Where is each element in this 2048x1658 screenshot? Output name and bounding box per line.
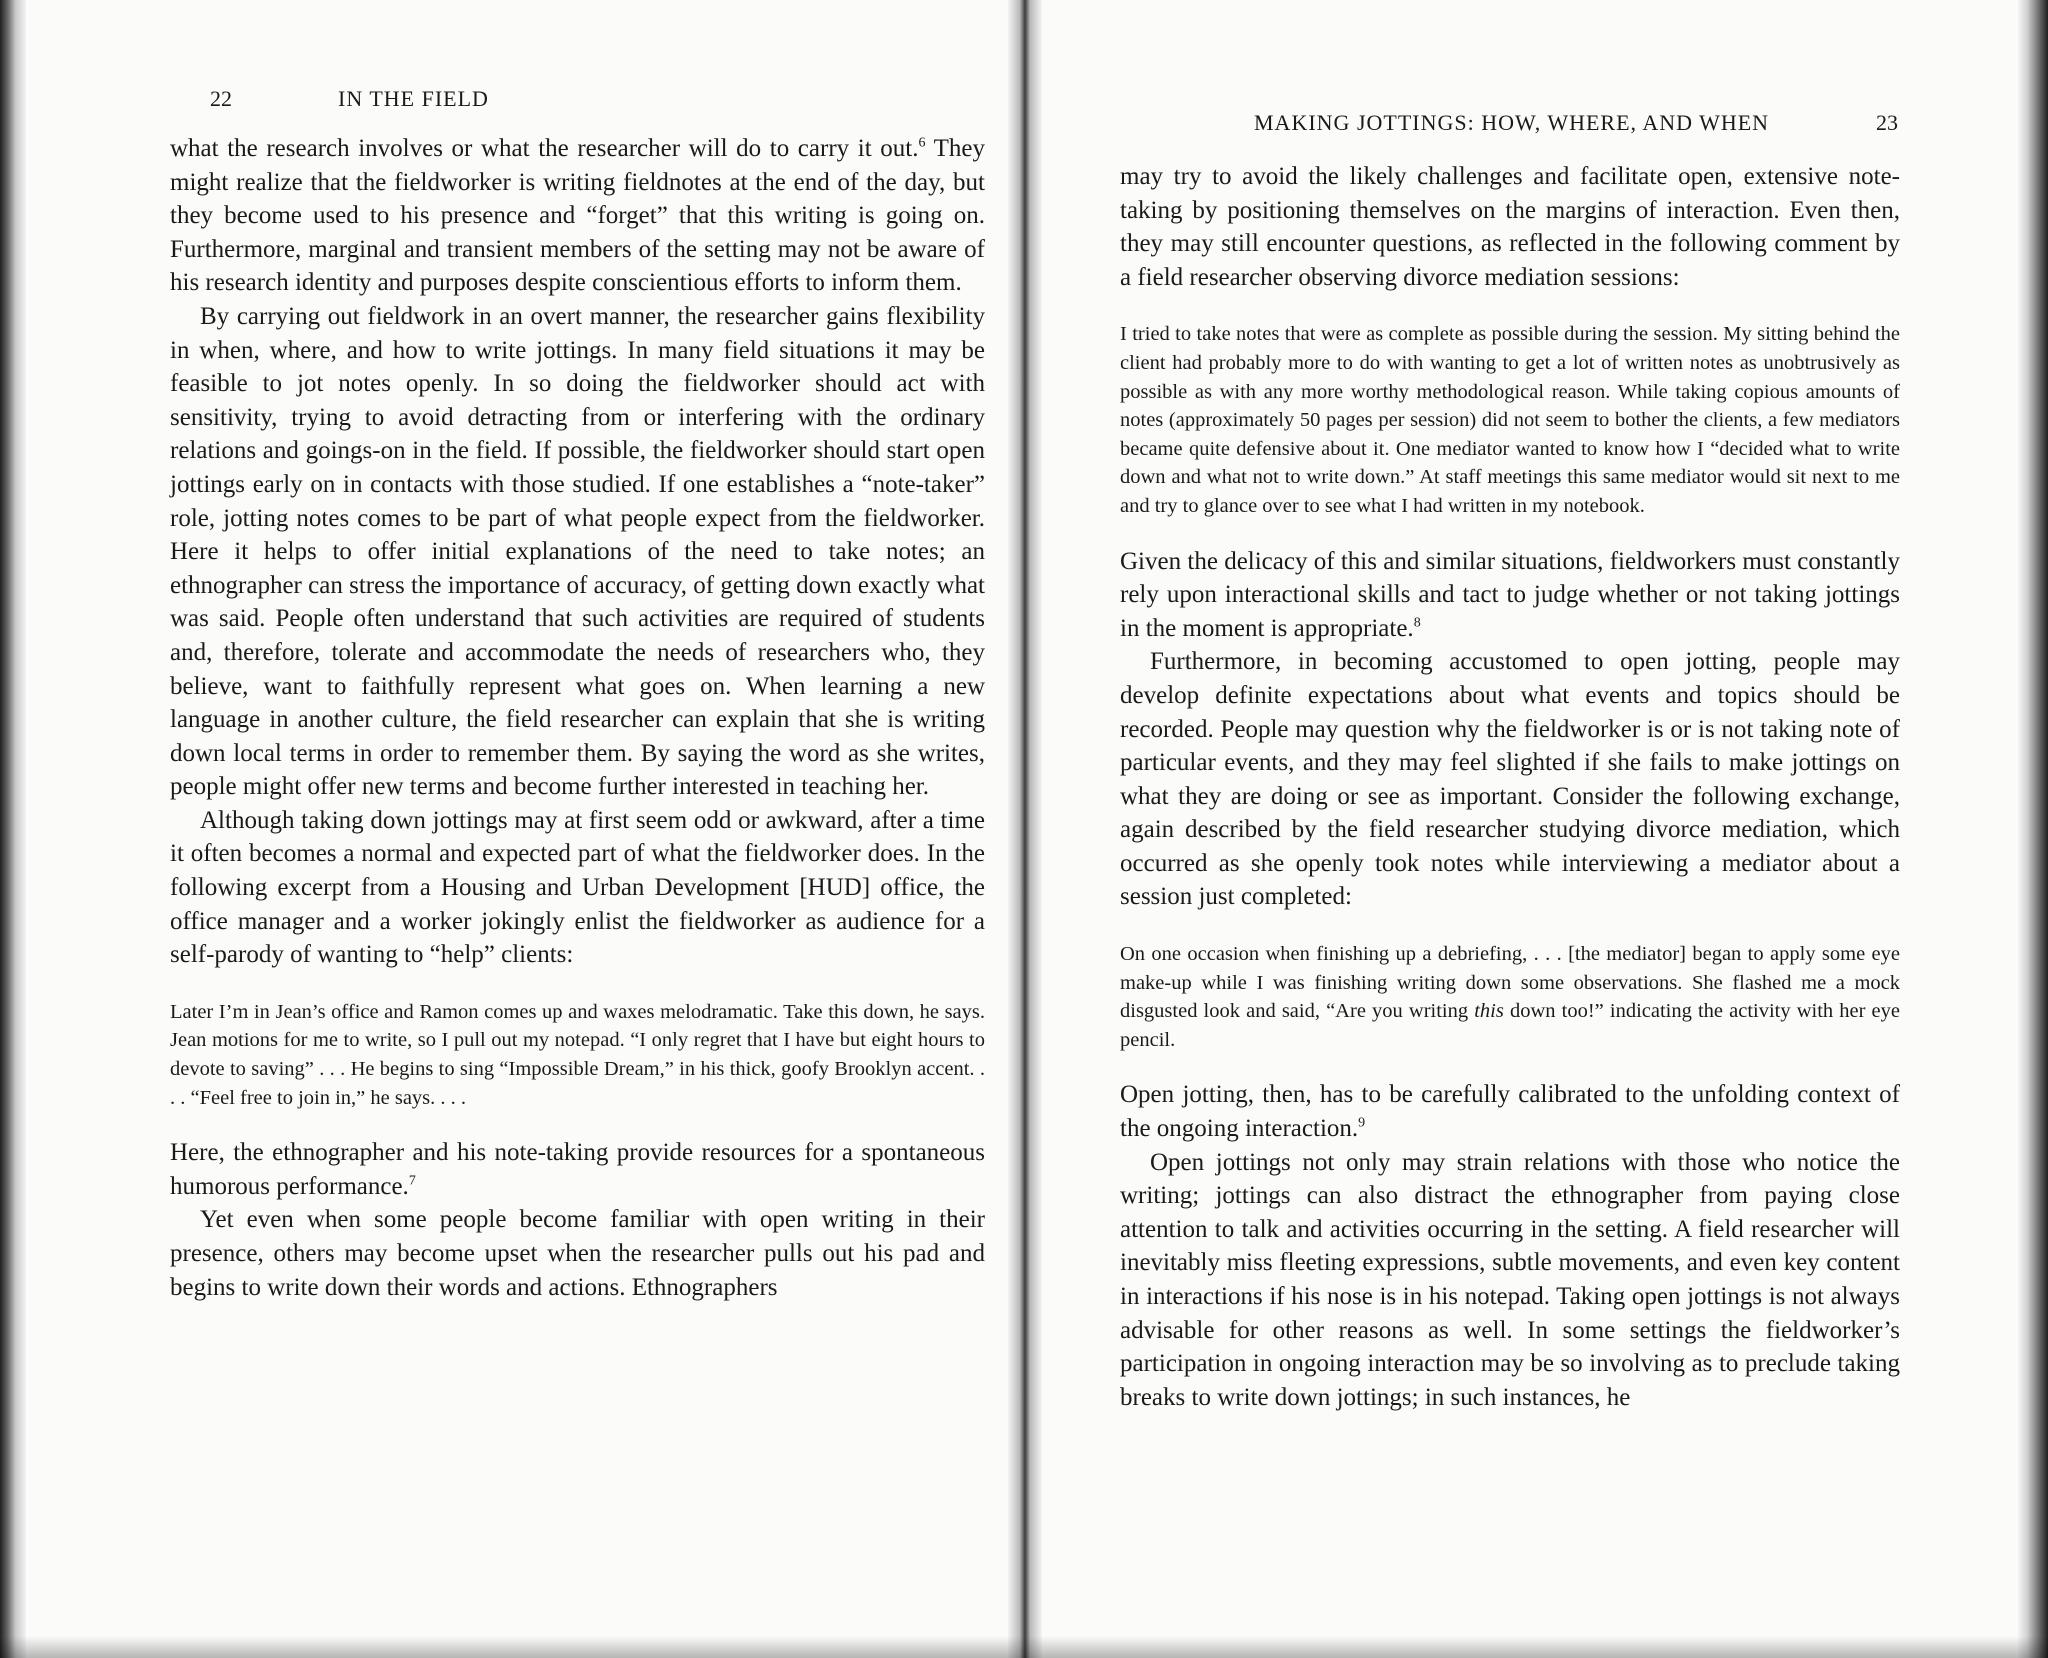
left-page xyxy=(0,0,1018,1658)
bottom-edge-shadow xyxy=(0,1636,2048,1658)
right-page-text xyxy=(1120,160,1900,1414)
right-paragraph-2 xyxy=(1120,545,1900,646)
left-paragraph-3: Although taking down jottings may at first seem odd or awkward, after a time it often becomes a normal and expected part of what the fieldworker does. In the following excerpt from a Housing and Urban Development [HUD] office, the office manager and a worker jokingly enlist the fieldworker as audience for a self-parody of wanting to “help” clients: xyxy=(170,806,985,969)
left-paragraph-4 xyxy=(170,1136,985,1203)
left-paragraph-4-text: Here, the ethnographer and his note-taking provide resources for a spontaneous humorous performance. xyxy=(170,1139,985,1200)
right-paragraph-3: Furthermore, in becoming accustomed to open jotting, people may develop definite expectations about what events and topics should be recorded. People may question why the fieldworker is or is not taking note of particular events, and they may feel slighted if she fails to make jottings on what they are doing or see as important. Consider the following exchange, again described by the field researcher studying divorce mediation, which occurred as she openly took notes while interviewing a mediator about a session just completed: xyxy=(1120,648,1900,911)
right-page-edge-shadow xyxy=(2018,0,2048,1658)
left-page-edge-shadow xyxy=(0,0,26,1658)
block-quote-eye-pencil xyxy=(1120,940,1900,1054)
left-page-text xyxy=(170,132,985,1304)
quote-eye-pencil-part-2: down too!” indicating the activity with her eye pencil. xyxy=(1120,1000,1901,1051)
footnote-marker-8: 8 xyxy=(1413,615,1421,631)
quote-eye-pencil-part-1: On one occasion when finishing up a debriefing, . . . [the mediator] began to apply some eye make-up while I was finishing writing down some observations. She flashed me a mock disgusted look and said, “Are you writing xyxy=(1120,943,1900,1023)
left-paragraph-1-text: what the research involves or what the researcher will do to carry it out. xyxy=(170,135,919,162)
left-running-head: IN THE FIELD xyxy=(338,86,489,111)
right-paragraph-4-text: Open jotting, then, has to be carefully calibrated to the unfolding context of the ongoing interaction. xyxy=(1120,1081,1900,1143)
block-quote-hud-office: Later I’m in Jean’s office and Ramon comes up and waxes melodramatic. Take this down, he says. Jean motions for me to write, so I pull out my notepad. “I only regret that I have but eight hours to devote to saving” . . . He begins to sing “Impossible Dream,” in his thick, goofy Brooklyn accent. . . . “Feel free to join in,” he says. . . . xyxy=(170,1000,985,1109)
block-quote-divorce-mediation: I tried to take notes that were as complete as possible during the session. My sitting behind the client had probably more to do with wanting to get a lot of written notes as unobtrusively as possible as with any more worthy methodological reason. While taking copious amounts of notes (approximately 50 pages per session) did not seem to bother the clients, a few mediators became quite defensive about it. One mediator wanted to know how I “decided what to write down and what not to write down.” At staff meetings this same mediator would sit next to me and try to glance over to see what I had written in my notebook. xyxy=(1120,323,1900,517)
quote-eye-pencil-emphasis: this xyxy=(1474,1000,1504,1023)
right-paragraph-2-text: Given the delicacy of this and similar situations, fieldworkers must constantly rely upon interactional skills and tact to judge whether or not taking jottings in the moment is appropriate. xyxy=(1120,547,1900,642)
footnote-marker-7: 7 xyxy=(408,1173,416,1189)
left-paragraph-1-continued: They might realize that the fieldworker is writing fieldnotes at the end of the day, but they become used to his presence and “forget” that this writing is going on. Furthermore, marginal and transient members of the setting may not be aware of his research identity and purposes despite conscientious efforts to inform them. xyxy=(170,135,985,297)
right-paragraph-5: Open jottings not only may strain relations with those who notice the writing; jottings can also distract the ethnographer from paying close attention to talk and activities occurring in the setting. A field researcher will inevitably miss fleeting expressions, subtle movements, and even key content in interactions if his nose is in his notepad. Taking open jottings is not always advisable for other reasons as well. In some settings the fieldworker’s participation in ongoing interaction may be so involving as to preclude taking breaks to write down jottings; in such instances, he xyxy=(1120,1148,1900,1411)
left-paragraph-5: Yet even when some people become familiar with open writing in their presence, others may become upset when the researcher pulls out his pad and begins to write down their words and actions. Ethnographers xyxy=(170,1206,985,1301)
footnote-marker-6: 6 xyxy=(918,135,926,151)
right-paragraph-1: may try to avoid the likely challenges and facilitate open, extensive note-taking by positioning themselves on the margins of interaction. Even then, they may still encounter questions, as reflected in the following comment by a field researcher observing divorce mediation sessions: xyxy=(1120,163,1900,291)
right-running-head: MAKING JOTTINGS: HOW, WHERE, AND WHEN xyxy=(1254,110,1770,135)
left-page-number: 22 xyxy=(210,86,232,111)
book-gutter xyxy=(1008,0,1042,1658)
left-paragraph-2: By carrying out fieldwork in an overt manner, the researcher gains flexibility in when, where, and how to write jottings. In many field situations it may be feasible to jot notes openly. In so doing the fieldworker should act with sensitivity, trying to avoid detracting from or interfering with the ordinary relations and goings-on in the field. If possible, the fieldworker should start open jottings early on in contacts with those studied. If one establishes a “note-taker” role, jotting notes comes to be part of what people expect from the fieldworker. Here it helps to offer initial explanations of the need to take notes; an ethnographer can stress the importance of accuracy, of getting down exactly what was said. People often understand that such activities are required of students and, therefore, tolerate and accommodate the needs of researchers who, they believe, want to faithfully represent what goes on. When learning a new language in another culture, the field researcher can explain that she is writing down local terms in order to remember them. By saying the word as she writes, people might offer new terms and become further interested in teaching her. xyxy=(170,302,985,801)
right-page-number: 23 xyxy=(1876,110,1898,135)
left-paragraph-1 xyxy=(170,132,985,300)
footnote-marker-9: 9 xyxy=(1358,1115,1366,1131)
right-paragraph-4 xyxy=(1120,1078,1900,1145)
